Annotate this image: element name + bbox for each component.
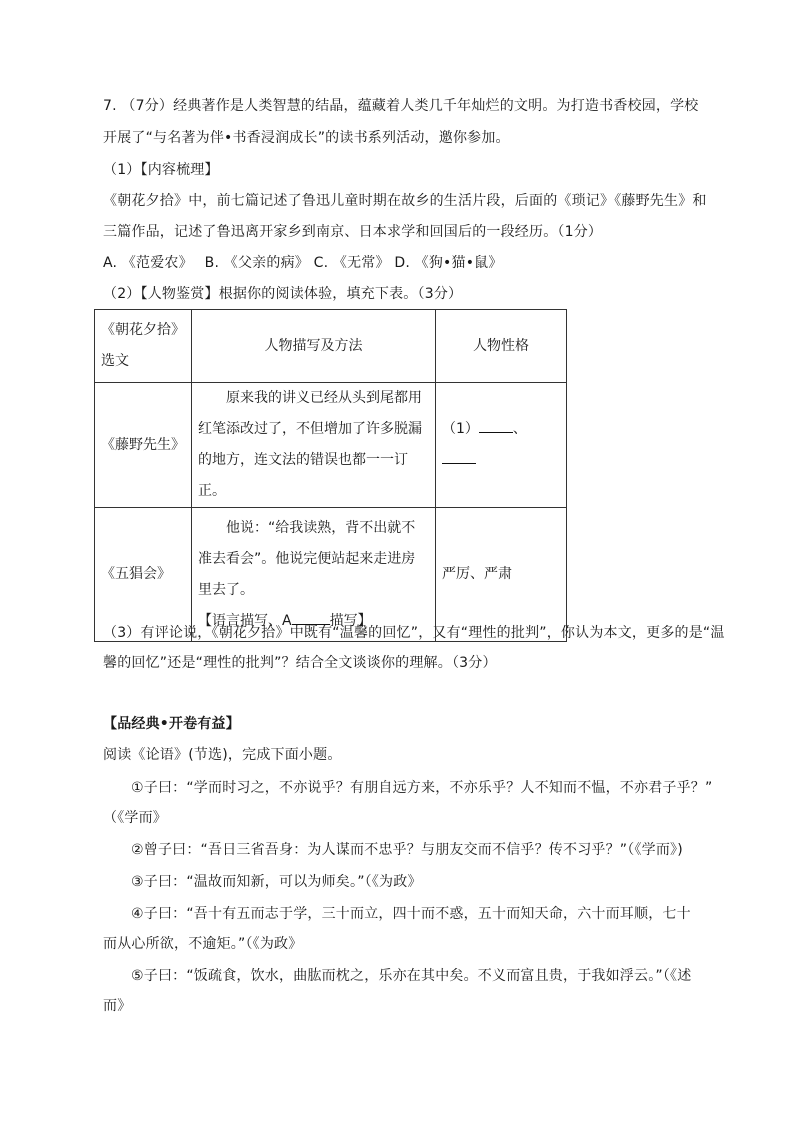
row2-method-suffix: 描写】 bbox=[329, 612, 372, 629]
sub1-text-line-1: 《朝花夕拾》中，前七篇记述了鲁迅儿童时期在故乡的生活片段，后面的《琐记》《藤野先生》和 bbox=[103, 193, 707, 209]
header-cell-work bbox=[95, 310, 192, 383]
sub1-options: A. 《范爱农》 B. 《父亲的病》 C. 《无常》 D. 《狗•猫•鼠》 bbox=[103, 255, 503, 271]
analects-item-5-line-1: ⑤子曰：“饭疏食，饮水，曲肱而枕之，乐亦在其中矣。不义而富且贵，于我如浮云。”（《述 bbox=[131, 968, 692, 984]
analects-item-4-line-1: ④子曰：“吾十有五而志于学，三十而立，四十而不惑，五十而知天命，六十而耳顺，七十 bbox=[131, 906, 691, 922]
analects-item-5-line-2: 而》 bbox=[103, 998, 132, 1014]
sub1-text-line-2: 三篇作品，记述了鲁迅离开家乡到南京、日本求学和回国后的一段经历。（1分） bbox=[103, 224, 603, 240]
analects-item-4-line-2: 而从心所欲，不逾矩。”（《为政》 bbox=[103, 936, 303, 952]
analects-item-1-line-1: ①子曰：“学而时习之，不亦说乎？有朋自远方来，不亦乐乎？人不知而不愠，不亦君子乎？” bbox=[131, 780, 713, 796]
row1-trait bbox=[436, 383, 567, 508]
row2-description bbox=[192, 508, 436, 642]
row1-quote: 原来我的讲义已经从头到尾都用红笔添改过了，不但增加了许多脱漏的地方，连文法的错误也都一一订正。 bbox=[198, 390, 422, 499]
header-work-line-2: 选文 bbox=[101, 353, 129, 369]
question-7-line-2: 开展了“与名著为伴•书香浸润成长”的读书系列活动，邀你参加。 bbox=[103, 130, 510, 146]
sub3-line-2: 馨的回忆”还是“理性的批判”？结合全文谈谈你的理解。（3分） bbox=[103, 655, 497, 671]
row2-method-prefix: 【语言描写、A bbox=[198, 612, 292, 629]
header-cell-description: 人物描写及方法 bbox=[192, 310, 436, 383]
trait-blank-1[interactable] bbox=[479, 416, 513, 433]
row1-trait-separator: 、 bbox=[512, 421, 527, 437]
section-title: 【品经典•开卷有益】 bbox=[103, 716, 240, 732]
method-blank[interactable] bbox=[292, 608, 330, 625]
sub1-heading: （1）【内容梳理】 bbox=[103, 162, 219, 178]
table-header-row bbox=[95, 310, 567, 383]
row2-work: 《五猖会》 bbox=[95, 508, 192, 642]
analects-item-3: ③子曰：“温故而知新，可以为师矣。”（《为政》 bbox=[131, 874, 422, 890]
header-work-line-1: 《朝花夕拾》 bbox=[101, 322, 185, 338]
row1-trait-prefix: （1） bbox=[442, 421, 479, 437]
sub2-heading: （2）【人物鉴赏】根据你的阅读体验，填充下表。（3分） bbox=[103, 286, 463, 302]
trait-blank-2[interactable] bbox=[442, 447, 476, 464]
table-row bbox=[95, 508, 567, 642]
analects-item-2: ②曾子曰：“吾日三省吾身：为人谋而不忠乎？与朋友交而不信乎？传不习乎？”（《学而》) bbox=[131, 842, 683, 858]
section-intro: 阅读《论语》(节选)，完成下面小题。 bbox=[103, 747, 342, 763]
character-table bbox=[94, 309, 567, 642]
sub3-line-1: （3）有评论说，《朝花夕拾》中既有“温馨的回忆”，又有“理性的批判”，你认为本文，更多的是“温 bbox=[103, 625, 725, 641]
header-cell-character: 人物性格 bbox=[436, 310, 567, 383]
table-row bbox=[95, 383, 567, 508]
analects-item-1-line-2: （《学而》 bbox=[103, 810, 167, 826]
question-7-line-1: 7. （7分）经典著作是人类智慧的结晶，蕴藏着人类几千年灿烂的文明。为打造书香校园，学校 bbox=[103, 98, 699, 114]
row2-quote: 他说：“给我读熟，背不出就不准去看会”。他说完便站起来走进房里去了。 bbox=[198, 519, 416, 598]
row1-work: 《藤野先生》 bbox=[95, 383, 192, 508]
row1-description bbox=[192, 383, 436, 508]
row2-trait: 严厉、严肃 bbox=[436, 508, 567, 642]
